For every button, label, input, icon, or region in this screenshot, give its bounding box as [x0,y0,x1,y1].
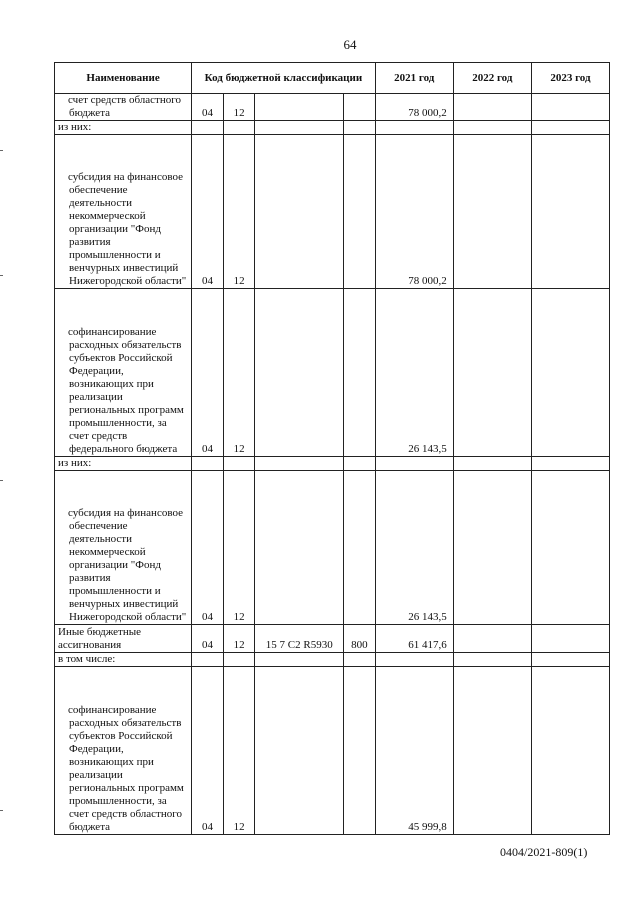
row-2021: 78 000,2 [375,135,453,289]
row-name: из них: [55,121,192,135]
row-2023 [531,289,609,457]
document-code: 0404/2021-809(1) [500,845,588,859]
row-2023 [531,457,609,471]
row-name: Иные бюджетные ассигнования [55,625,192,653]
header-name: Наименование [55,63,192,94]
scan-mark [0,480,3,481]
row-csr [255,653,344,667]
table-header-row [55,63,610,94]
row-rz: 04 [192,135,224,289]
budget-table [54,62,610,835]
row-2022 [453,653,531,667]
row-pr: 12 [223,667,255,835]
row-2021: 26 143,5 [375,471,453,625]
row-pr: 12 [223,289,255,457]
row-2023 [531,667,609,835]
table-row [55,94,610,121]
scan-mark [0,275,3,276]
row-csr [255,121,344,135]
row-pr: 12 [223,471,255,625]
row-csr [255,457,344,471]
row-name: софинансирование расходных обязательств субъектов Российской Федерации, возникающих при реализации региональных программ промышленности, за счет средств федерального бюджета [55,289,192,457]
row-name: софинансирование расходных обязательств субъектов Российской Федерации, возникающих при реализации региональных программ промышленности, за счет средств областного бюджета [55,667,192,835]
row-rz [192,457,224,471]
row-name: из них: [55,457,192,471]
row-2023 [531,94,609,121]
row-csr [255,94,344,121]
row-vr [344,471,376,625]
row-csr [255,135,344,289]
row-2021: 26 143,5 [375,289,453,457]
table-row [55,471,610,625]
row-2022 [453,625,531,653]
row-vr [344,121,376,135]
header-code: Код бюджетной классификации [192,63,376,94]
row-2023 [531,135,609,289]
row-2022 [453,457,531,471]
row-csr: 15 7 С2 R5930 [255,625,344,653]
scan-mark [0,810,3,811]
scan-mark [0,150,3,151]
row-csr [255,471,344,625]
row-2022 [453,667,531,835]
row-pr [223,457,255,471]
row-2021: 78 000,2 [375,94,453,121]
header-2023: 2023 год [531,63,609,94]
row-rz: 04 [192,289,224,457]
row-2023 [531,471,609,625]
row-2021: 45 999,8 [375,667,453,835]
row-name: субсидия на финансовое обеспечение деятельности некоммерческой организации "Фонд развития промышленности и венчурных инвестиций Нижегородской области" [55,471,192,625]
row-pr: 12 [223,135,255,289]
header-2022: 2022 год [453,63,531,94]
row-vr [344,653,376,667]
row-rz [192,653,224,667]
row-2022 [453,135,531,289]
row-pr: 12 [223,625,255,653]
row-rz: 04 [192,625,224,653]
row-rz: 04 [192,667,224,835]
row-2021 [375,653,453,667]
row-rz: 04 [192,471,224,625]
row-vr [344,457,376,471]
row-csr [255,289,344,457]
row-name: в том числе: [55,653,192,667]
row-2022 [453,121,531,135]
row-vr: 800 [344,625,376,653]
row-2022 [453,471,531,625]
table-row [55,121,610,135]
row-2023 [531,653,609,667]
page-number: 64 [343,37,357,52]
row-pr: 12 [223,94,255,121]
row-name: счет средств областного бюджета [55,94,192,121]
header-2021: 2021 год [375,63,453,94]
row-vr [344,94,376,121]
row-vr [344,135,376,289]
row-2021 [375,457,453,471]
row-2021: 61 417,6 [375,625,453,653]
table-row [55,667,610,835]
row-2021 [375,121,453,135]
row-csr [255,667,344,835]
table-row [55,457,610,471]
row-pr [223,653,255,667]
row-2022 [453,94,531,121]
row-rz: 04 [192,94,224,121]
table-row [55,653,610,667]
row-vr [344,667,376,835]
row-vr [344,289,376,457]
row-rz [192,121,224,135]
table-row [55,135,610,289]
row-name: субсидия на финансовое обеспечение деятельности некоммерческой организации "Фонд развития промышленности и венчурных инвестиций Нижегородской области" [55,135,192,289]
table-row [55,625,610,653]
row-pr [223,121,255,135]
row-2022 [453,289,531,457]
table-row [55,289,610,457]
row-2023 [531,625,609,653]
row-2023 [531,121,609,135]
